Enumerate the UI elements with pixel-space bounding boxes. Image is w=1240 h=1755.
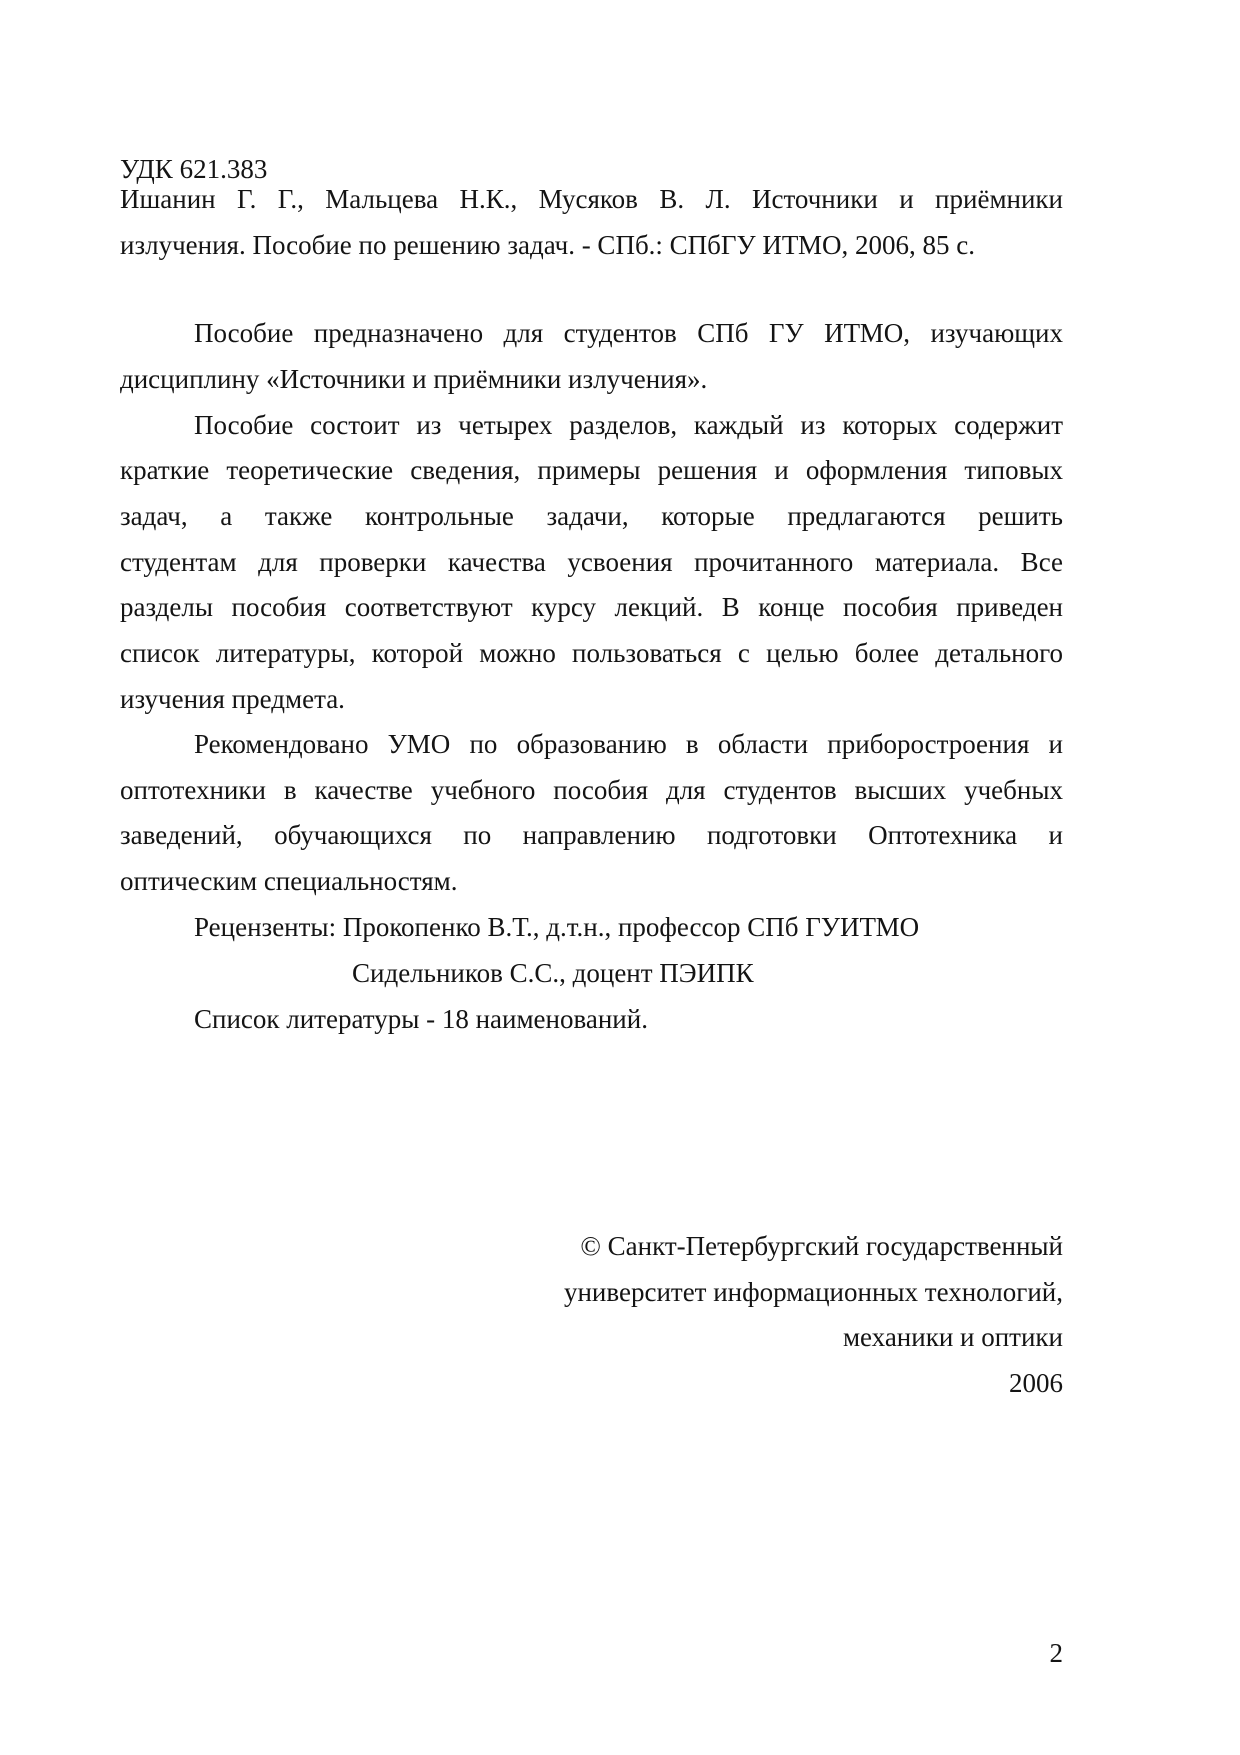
paragraph2-line-2: краткие теоретические сведения, примеры решения и оформления типовых [120,455,1063,485]
paragraph3-line-1: Рекомендовано УМО по образованию в области приборостроения и [194,729,1063,759]
paragraph1-line-2: дисциплину «Источники и приёмники излучения». [120,364,708,394]
bibliography-note: Список литературы - 18 наименований. [194,1004,648,1034]
copyright-line-2: университет информационных технологий, [563,1277,1063,1307]
paragraph2-line-1: Пособие состоит из четырех разделов, каждый из которых содержит [194,410,1063,440]
paragraph2-line-3: задач, а также контрольные задачи, которые предлагаются решить [120,501,1063,531]
udk-code: УДК 621.383 [120,154,268,184]
page-number: 2 [1049,1638,1063,1668]
reviewers-line-2: Сидельников С.С., доцент ПЭИПК [352,958,754,988]
paragraph2-line-5: разделы пособия соответствуют курсу лекций. В конце пособия приведен [120,592,1063,622]
copyright-line-1: © Санкт-Петербургский государственный [580,1231,1063,1261]
paragraph3-line-3: заведений, обучающихся по направлению подготовки Оптотехника и [120,820,1063,850]
citation-line-1: Ишанин Г. Г., Мальцева Н.К., Мусяков В. Л. Источники и приёмники [120,184,1063,214]
paragraph1-line-1: Пособие предназначено для студентов СПб ГУ ИТМО, изучающих [194,318,1063,348]
paragraph3-line-4: оптическим специальностям. [120,866,458,896]
paragraph2-line-6: список литературы, которой можно пользоваться с целью более детального [120,638,1063,668]
citation-line-2: излучения. Пособие по решению задач. - СПб.: СПбГУ ИТМО, 2006, 85 с. [120,230,976,260]
reviewers-line-1: Рецензенты: Прокопенко В.Т., д.т.н., профессор СПб ГУИТМО [194,912,920,942]
paragraph3-line-2: оптотехники в качестве учебного пособия для студентов высших учебных [120,775,1063,805]
copyright-year: 2006 [1009,1368,1063,1398]
copyright-line-3: механики и оптики [842,1322,1063,1352]
paragraph2-line-4: студентам для проверки качества усвоения прочитанного материала. Все [120,547,1063,577]
paragraph2-line-7: изучения предмета. [120,684,345,714]
